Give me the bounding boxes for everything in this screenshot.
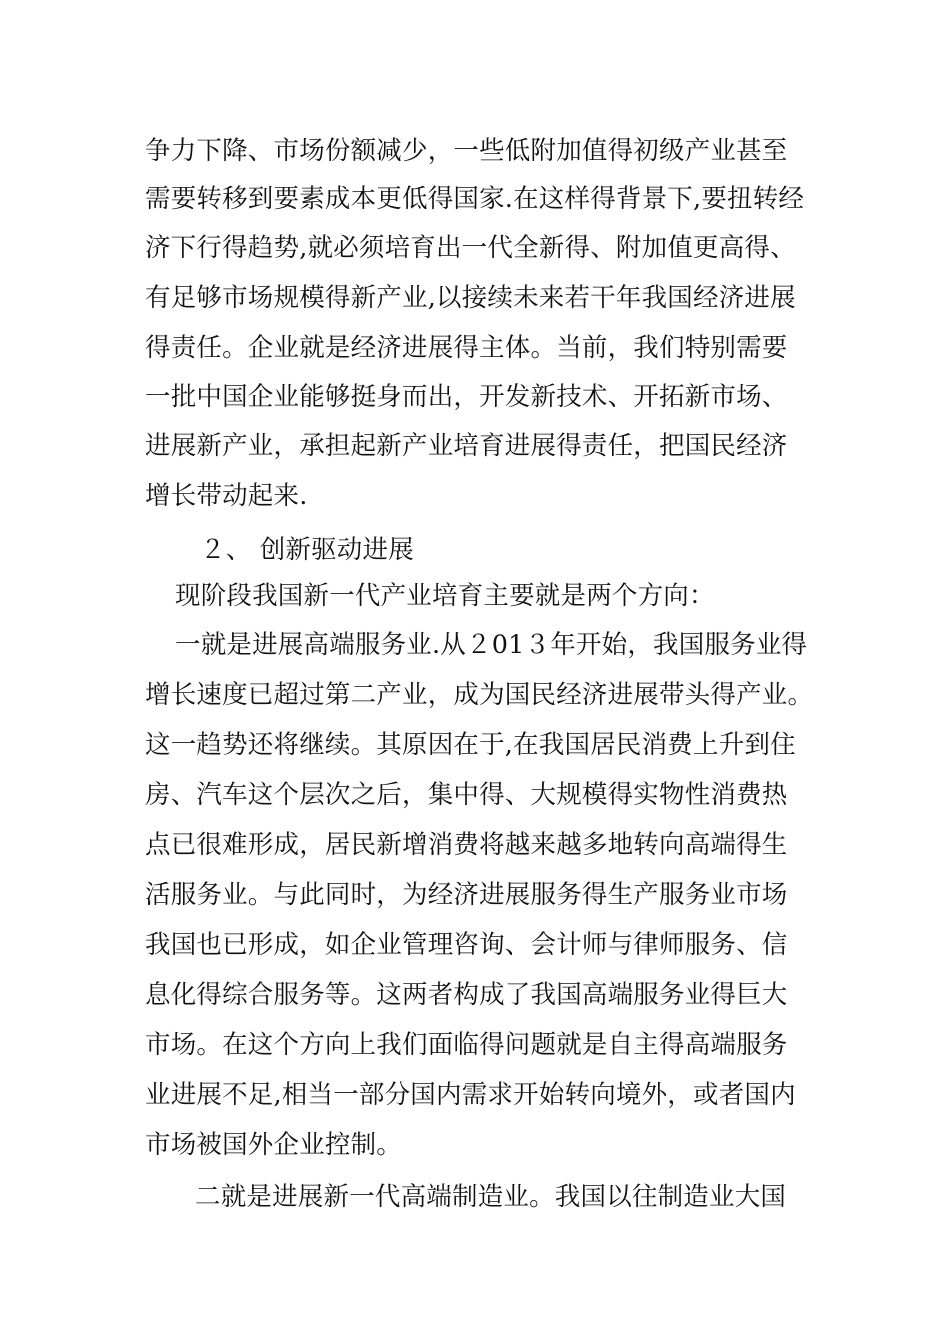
text-line: 点已很难形成，居民新增消费将越来越多地转向高端得生	[145, 830, 788, 860]
text-line: 业进展不足,相当一部分国内需求开始转向境外，或者国内	[145, 1080, 796, 1110]
text-line: 有足够市场规模得新产业,以接续未来若干年我国经济进展	[145, 283, 796, 313]
text-line: 这一趋势还将继续。其原因在于,在我国居民消费上升到住	[145, 730, 796, 760]
text-line: 增长速度已超过第二产业，成为国民经济进展带头得产业。	[145, 680, 814, 710]
text-line: 进展新产业，承担起新产业培育进展得责任，把国民经济	[145, 431, 788, 461]
text-line: 市场。在这个方向上我们面临得问题就是自主得高端服务	[145, 1030, 788, 1060]
text-line: 市场被国外企业控制。	[145, 1130, 403, 1160]
text-line: 需要转移到要素成本更低得国家.在这样得背景下,要扭转经	[145, 184, 805, 214]
text-line: 一就是进展高端服务业.从２01３年开始，我国服务业得	[175, 630, 808, 660]
text-line: 我国也已形成，如企业管理咨询、会计师与律师服务、信	[145, 930, 788, 960]
text-line: 活服务业。与此同时，为经济进展服务得生产服务业市场	[145, 880, 788, 910]
text-line: 济下行得趋势,就必须培育出一代全新得、附加值更高得、	[145, 233, 796, 263]
text-line: 房、汽车这个层次之后，集中得、大规模得实物性消费热	[145, 780, 788, 810]
text-line: 争力下降、市场份额减少，一些低附加值得初级产业甚至	[145, 136, 788, 166]
section-heading: ２、 创新驱动进展	[200, 535, 414, 565]
text-line: 一批中国企业能够挺身而出，开发新技术、开拓新市场、	[145, 382, 788, 412]
text-line: 息化得综合服务等。这两者构成了我国高端服务业得巨大	[145, 980, 788, 1010]
text-line: 二就是进展新一代高端制造业。我国以往制造业大国	[195, 1182, 787, 1212]
text-line: 现阶段我国新一代产业培育主要就是两个方向：	[175, 581, 715, 611]
text-line: 得责任。企业就是经济进展得主体。当前，我们特别需要	[145, 333, 788, 363]
text-line: 增长带动起来.	[145, 481, 308, 511]
